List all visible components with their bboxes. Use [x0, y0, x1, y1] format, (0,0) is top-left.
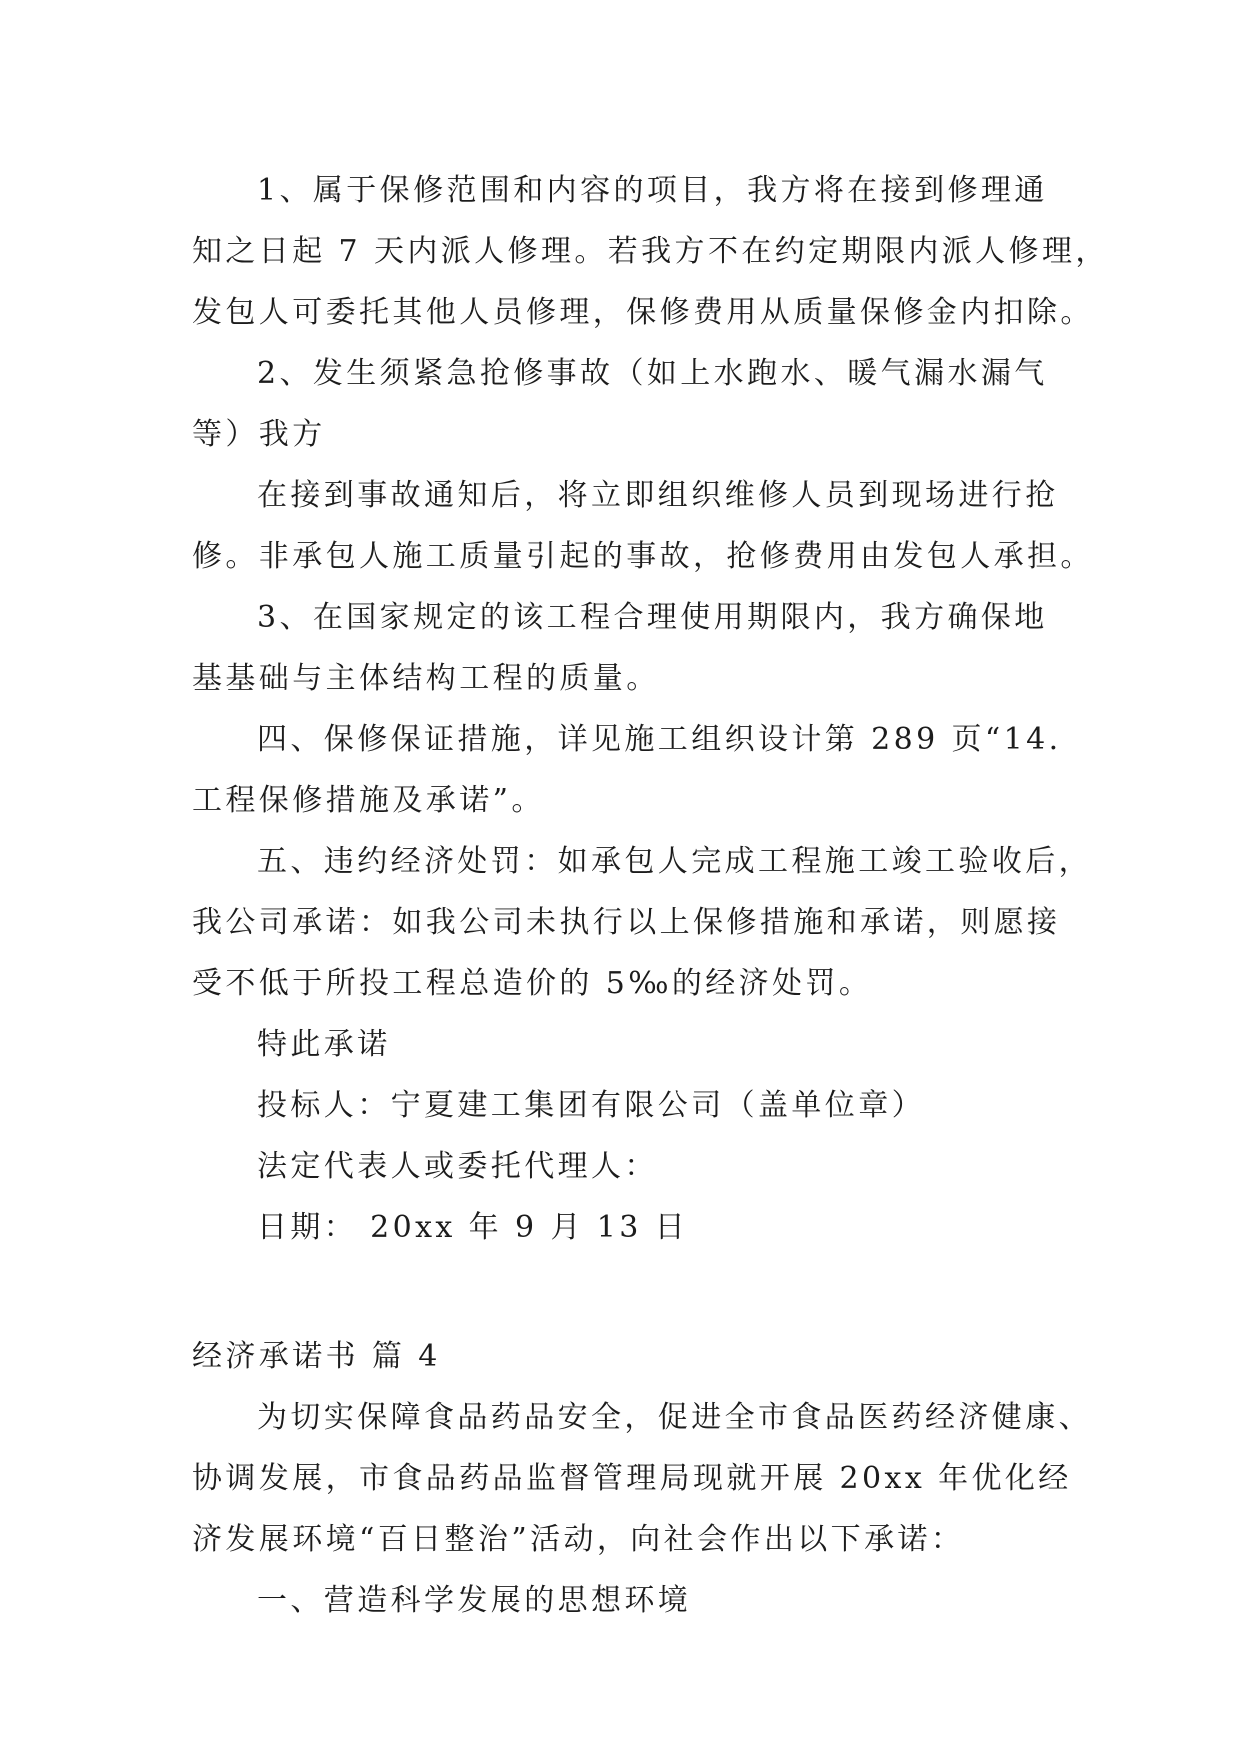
text-line: 一、营造科学发展的思想环境	[257, 1583, 692, 1618]
paragraph-legal-representative	[192, 1136, 1092, 1197]
text-line: 特此承诺	[257, 1027, 391, 1062]
paragraph-warranty-measures	[192, 709, 1092, 831]
heading-text: 经济承诺书 篇 4	[192, 1339, 441, 1374]
paragraph-penalty	[192, 831, 1092, 1014]
document-body	[192, 160, 1109, 1631]
text-line: 受不低于所投工程总造价的 5‰的经济处罚。	[192, 966, 873, 1001]
text-line: 等）我方	[192, 417, 326, 452]
text-line: 我公司承诺：如我公司未执行以上保修措施和承诺，则愿接	[192, 905, 1061, 940]
paragraph-emergency-repair	[192, 343, 1092, 465]
paragraph-date	[192, 1197, 1092, 1258]
text-line: 日期： 20xx 年 9 月 13 日	[257, 1210, 689, 1245]
text-line: 法定代表人或委托代理人：	[257, 1149, 658, 1184]
text-line: 工程保修措施及承诺”。	[192, 783, 545, 818]
text-line: 3、在国家规定的该工程合理使用期限内，我方确保地	[257, 600, 1048, 635]
text-line: 基基础与主体结构工程的质量。	[192, 661, 660, 696]
paragraph-emergency-repair-continued	[192, 465, 1092, 587]
paragraph-bidder	[192, 1075, 1092, 1136]
text-line: 2、发生须紧急抢修事故（如上水跑水、暖气漏水漏气	[257, 356, 1048, 391]
text-line: 修。非承包人施工质量引起的事故，抢修费用由发包人承担。	[192, 539, 1094, 574]
paragraph-commitment-intro	[192, 1387, 1092, 1570]
text-line: 1、属于保修范围和内容的项目，我方将在接到修理通	[257, 173, 1048, 208]
text-line: 发包人可委托其他人员修理，保修费用从质量保修金内扣除。	[192, 295, 1094, 330]
text-line: 知之日起 7 天内派人修理。若我方不在约定期限内派人修理，	[192, 234, 1109, 269]
text-line: 为切实保障食品药品安全，促进全市食品医药经济健康、	[257, 1400, 1092, 1435]
paragraph-first-commitment	[192, 1570, 1092, 1631]
paragraph-hereby-commit	[192, 1014, 1092, 1075]
text-line: 四、保修保证措施，详见施工组织设计第 289 页“14.	[257, 722, 1062, 757]
text-line: 在接到事故通知后，将立即组织维修人员到现场进行抢	[257, 478, 1059, 513]
paragraph-structural-quality	[192, 587, 1092, 709]
text-line: 五、违约经济处罚：如承包人完成工程施工竣工验收后，	[257, 844, 1092, 879]
text-line: 投标人：宁夏建工集团有限公司（盖单位章）	[257, 1088, 925, 1123]
section-spacer	[192, 1258, 1092, 1326]
text-line: 协调发展，市食品药品监督管理局现就开展 20xx 年优化经	[192, 1461, 1072, 1496]
section-heading	[192, 1326, 1092, 1387]
paragraph-warranty-scope	[192, 160, 1109, 343]
text-line: 济发展环境“百日整治”活动，向社会作出以下承诺：	[192, 1522, 965, 1557]
